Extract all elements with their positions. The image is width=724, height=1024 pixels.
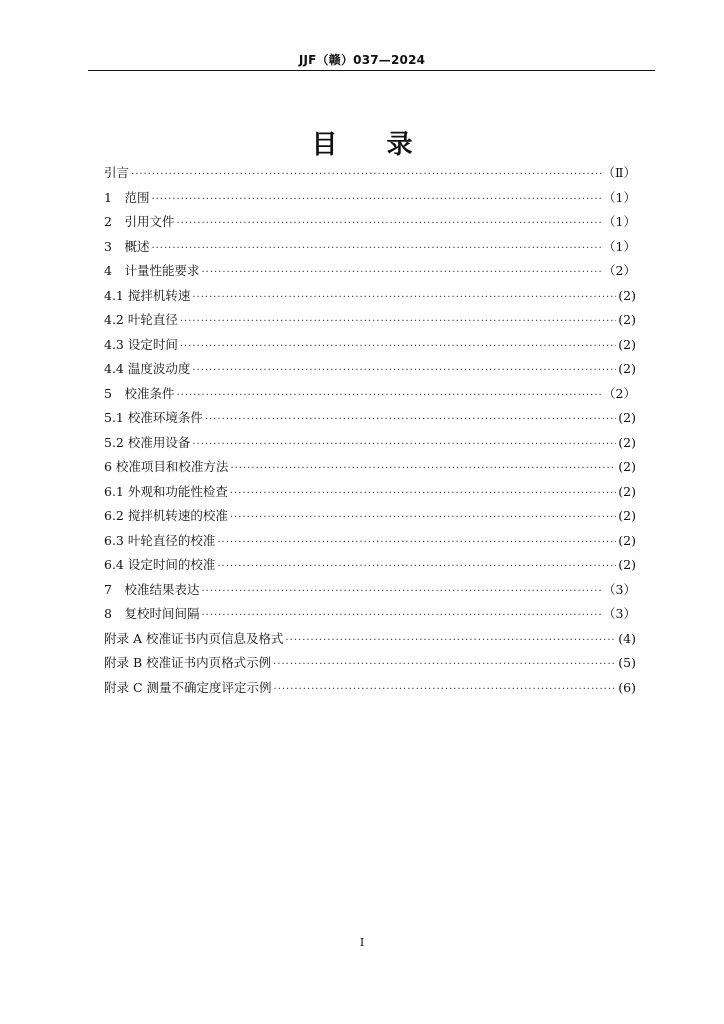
toc-dot-leader [205,408,616,433]
toc-entry[interactable] [104,357,636,382]
toc-entry-page: (2) [618,483,636,499]
toc-dot-leader [217,531,616,556]
toc-entry-page: （2） [603,263,636,278]
toc-entry-page: （1） [603,189,636,205]
toc-entry[interactable] [104,553,636,578]
toc-dot-leader [201,580,601,605]
toc-entry-label: 附录 A 校准证书内页信息及格式 [104,630,284,646]
toc-entry-label: 7 校准结果表达 [104,581,200,597]
toc-entry[interactable] [104,529,636,554]
toc-entry-label: 6.1 外观和功能性检查 [104,483,228,499]
toc-entry[interactable] [104,210,636,235]
standard-code-header: JJF（赣）037—2024 [298,53,426,67]
toc-entry-page: (2) [618,508,636,523]
toc-dot-leader [192,286,616,311]
toc-entry[interactable] [104,308,636,333]
toc-entry[interactable] [104,676,636,701]
toc-entry[interactable] [104,651,636,676]
toc-dot-leader [131,163,600,188]
toc-entry-label: 附录 B 校准证书内页格式示例 [104,655,272,670]
toc-entry-label: 2 引用文件 [104,214,175,229]
toc-entry-label: 8 复校时间间隔 [104,606,200,621]
toc-entry-page: （1） [603,238,636,254]
toc-entry-page: (2) [618,557,636,572]
toc-entry-label: 6.2 搅拌机转速的校准 [104,508,228,523]
toc-entry[interactable] [104,431,636,456]
toc-dot-leader [274,678,617,703]
toc-entry-label: 5 校准条件 [104,385,175,401]
toc-entry-page: (2) [618,361,636,376]
toc-entry-page: (2) [618,287,636,303]
toc-entry-page: (2) [618,459,636,474]
toc-dot-leader [176,384,601,409]
toc-entry-label: 1 范围 [104,189,150,205]
toc-entry-page: (4) [618,630,636,646]
toc-entry-page: (2) [618,312,636,327]
toc-entry-label: 4.2 叶轮直径 [104,312,178,327]
toc-dot-leader [201,261,601,286]
toc-entry-label: 4.3 设定时间 [104,336,178,352]
header-divider [88,70,655,71]
toc-entry[interactable] [104,602,636,627]
toc-entry[interactable] [104,284,636,309]
toc-entry-page: （Ⅱ） [602,165,636,180]
toc-dot-leader [230,457,616,482]
toc-entry-page: (2) [618,410,636,425]
toc-entry[interactable] [104,259,636,284]
toc-dot-leader [273,653,616,678]
toc-dot-leader [151,188,601,213]
toc-entry[interactable] [104,578,636,603]
toc-entry-label: 引言 [104,165,130,180]
toc-dot-leader [230,506,616,531]
toc-entry[interactable] [104,333,636,358]
toc-entry[interactable] [104,186,636,211]
toc-entry[interactable] [104,504,636,529]
toc-entry-page: (5) [618,655,636,670]
toc-entry[interactable] [104,161,636,186]
toc-entry[interactable] [104,382,636,407]
toc-entry-label: 5.2 校准用设备 [104,434,191,450]
toc-entry-label: 附录 C 测量不确定度评定示例 [104,679,272,695]
toc-dot-leader [151,237,601,262]
toc-entry-page: (6) [618,679,636,695]
toc-entry-label: 3 概述 [104,238,150,254]
toc-entry-page: (2) [618,532,636,548]
toc-dot-leader [192,359,616,384]
toc-entry-page: (2) [618,434,636,450]
toc-entry-label: 5.1 校准环境条件 [104,410,203,425]
toc-entry-page: （1） [603,214,636,229]
toc-entry-label: 6.4 设定时间的校准 [104,557,216,572]
toc-entry-label: 6.3 叶轮直径的校准 [104,532,216,548]
toc-entry-page: (2) [618,336,636,352]
toc-entry[interactable] [104,455,636,480]
toc-dot-leader [217,555,616,580]
page-number: I [359,936,365,949]
toc-dot-leader [285,629,616,654]
toc-entry-label: 4.4 温度波动度 [104,361,191,376]
toc-dot-leader [192,433,616,458]
toc-entry[interactable] [104,480,636,505]
toc-entry-label: 4.1 搅拌机转速 [104,287,191,303]
toc-entry-label: 6 校准项目和校准方法 [104,459,229,474]
toc-entry[interactable] [104,406,636,431]
toc-entry-page: （2） [603,385,636,401]
toc-entry-label: 4 计量性能要求 [104,263,200,278]
toc-dot-leader [180,310,616,335]
toc-dot-leader [230,482,616,507]
toc-entry[interactable] [104,627,636,652]
toc-entry-page: （3） [603,581,636,597]
toc-entry-page: （3） [603,606,636,621]
table-of-contents [104,161,636,700]
toc-title: 目 录 [311,130,433,160]
toc-entry[interactable] [104,235,636,260]
toc-dot-leader [201,604,601,629]
toc-dot-leader [180,335,616,360]
toc-dot-leader [176,212,601,237]
